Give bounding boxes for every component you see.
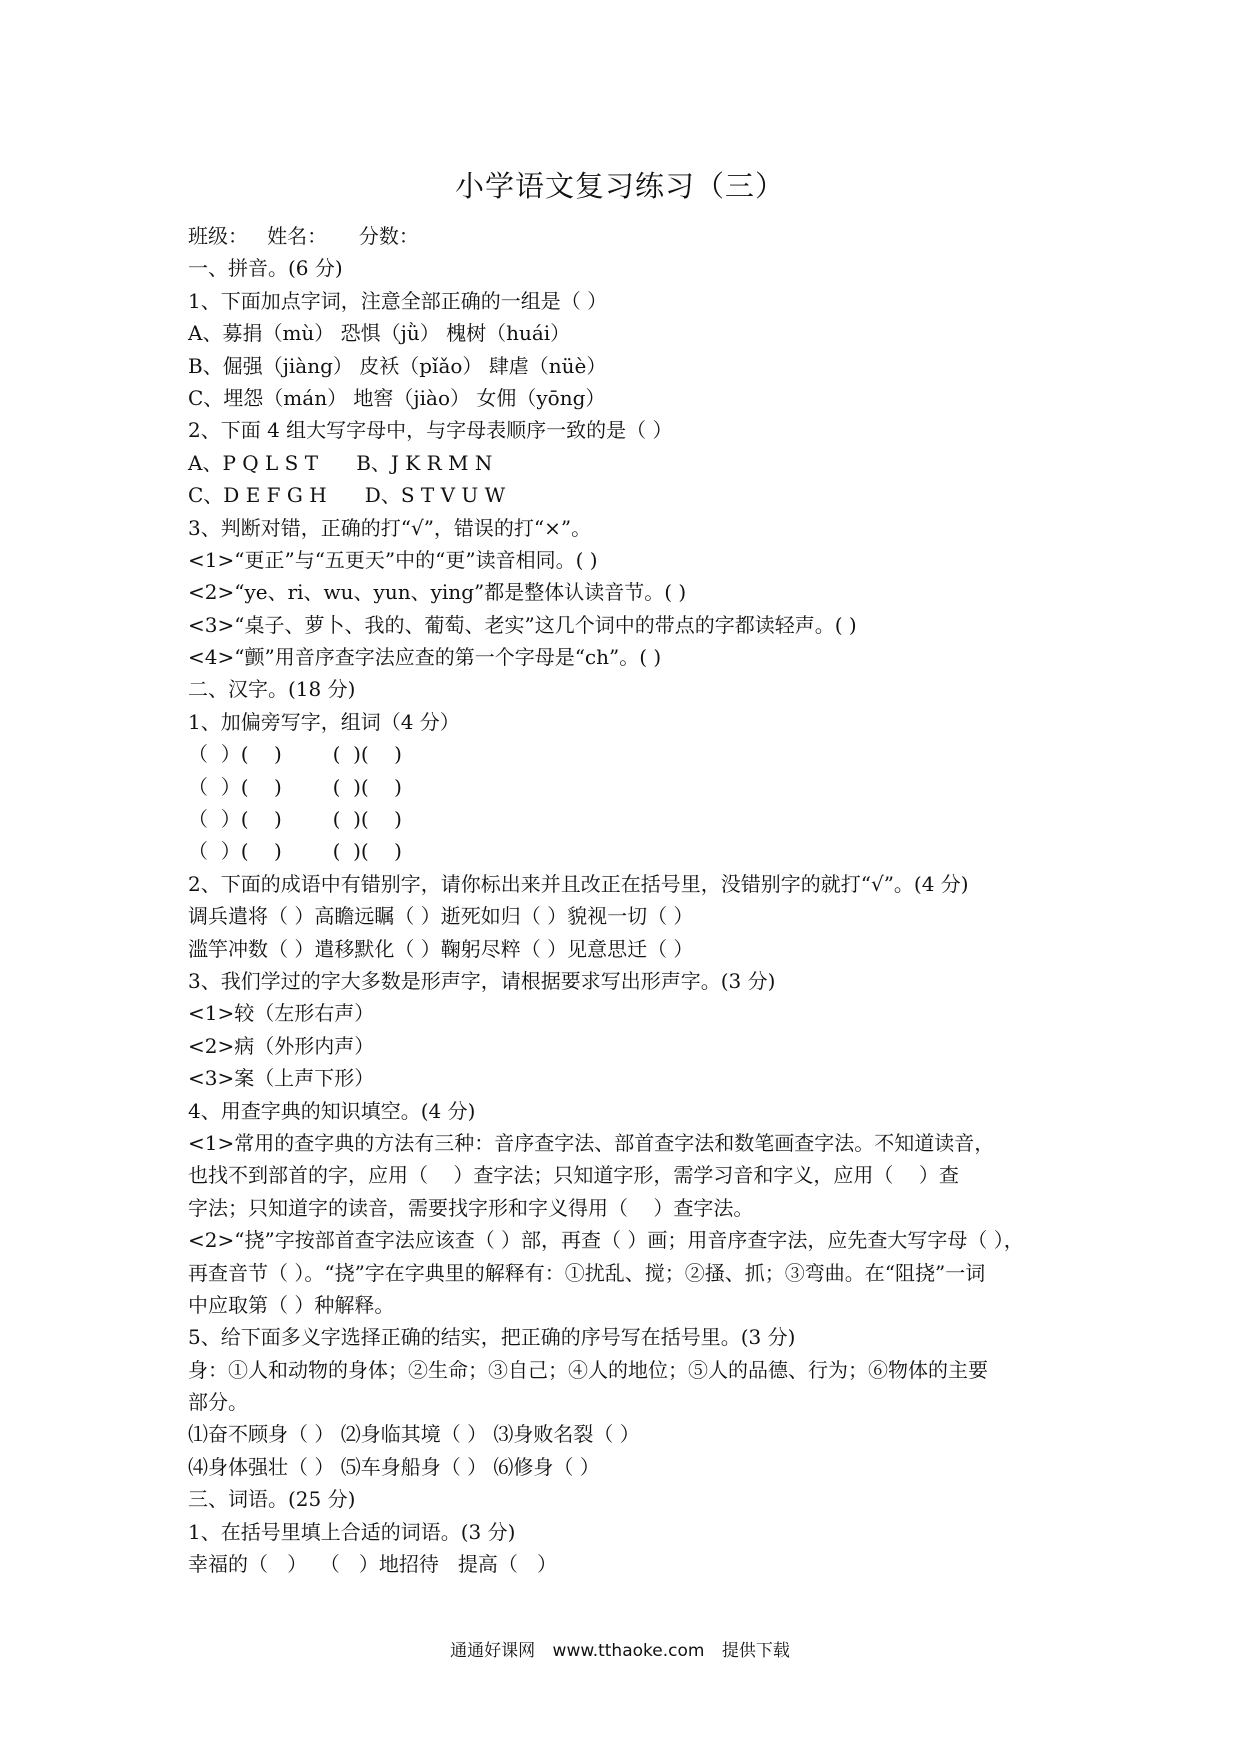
- text-line: 3、判断对错，正确的打“√”，错误的打“×”。: [188, 515, 592, 540]
- text-line: <1>常用的查字典的方法有三种：音序查字法、部首查字法和数笔画查字法。不知道读音，: [188, 1130, 995, 1155]
- text-line: B、倔强（jiàng） 皮袄（pǐǎo） 肆虐（nüè）: [188, 353, 607, 378]
- text-line: 1、在括号里填上合适的词语。(3 分): [188, 1519, 516, 1544]
- text-line: C、D E F G H D、S T V U W: [188, 483, 506, 508]
- text-line: 二、汉字。(18 分): [188, 677, 356, 702]
- text-line: 班级： 姓名： 分数：: [188, 224, 419, 248]
- text-line: <1>较（左形右声）: [188, 1001, 375, 1026]
- text-line: 中应取第（ ）种解释。: [188, 1292, 395, 1317]
- text-line: 三、词语。(25 分): [188, 1487, 356, 1512]
- text-line: <4>“颤”用音序查字法应查的第一个字母是“ch”。( ): [188, 645, 662, 670]
- text-line: ⑴奋不顾身（ ） ⑵身临其境（ ） ⑶身败名裂（ ）: [188, 1422, 640, 1447]
- text-line: <2>“ye、ri、wu、yun、ying”都是整体认读音节。( ): [188, 580, 687, 605]
- text-line: <1>“更正”与“五更天”中的“更”读音相同。( ): [188, 547, 598, 572]
- text-line: 4、用查字典的知识填空。(4 分): [188, 1098, 476, 1123]
- text-line: 部分。: [188, 1390, 248, 1415]
- worksheet-content: [188, 220, 1068, 1580]
- text-line: 一、拼音。(6 分): [188, 256, 343, 281]
- text-line: 滥竽冲数（ ）遣移默化（ ）鞠躬尽粹（ ）见意思迁（ ）: [188, 936, 694, 961]
- text-line: <3>“桌子、萝卜、我的、葡萄、老实”这几个词中的带点的字都读轻声。( ): [188, 612, 857, 637]
- text-line: C、埋怨（mán） 地窖（jiào） 女佣（yōng）: [188, 385, 606, 410]
- text-line: （ ）( ) ( )( ): [188, 807, 402, 832]
- text-line: A、P Q L S T B、J K R M N: [188, 450, 493, 475]
- text-line: ⑷身体强壮（ ） ⑸车身船身（ ） ⑹修身（ ）: [188, 1454, 600, 1479]
- text-line: 身：①人和动物的身体；②生命；③自己；④人的地位；⑤人的品德、行为；⑥物体的主要: [188, 1357, 988, 1382]
- text-line: 2、下面 4 组大写字母中，与字母表顺序一致的是（ ）: [188, 418, 673, 443]
- text-line: 2、下面的成语中有错别字，请你标出来并且改正在括号里，没错别字的就打“√”。(4 分): [188, 871, 969, 896]
- text-line: 1、下面加点字词，注意全部正确的一组是（ ）: [188, 288, 608, 313]
- text-line: 1、加偏旁写字，组词（4 分）: [188, 709, 460, 734]
- text-line: 幸福的（ ） （ ）地招待 提高（ ）: [188, 1552, 558, 1577]
- text-line: <2>“挠”字按部首查字法应该查（ ）部，再查（ ）画；用音序查字法，应先查大写字母（ ），: [188, 1228, 1024, 1253]
- text-line: A、募捐（mù） 恐惧（jǜ） 槐树（huái）: [188, 321, 571, 346]
- text-line: 再查音节（ ）。“挠”字在字典里的解释有：①扰乱、搅；②搔、抓；③弯曲。在“阻挠”一词: [188, 1260, 986, 1285]
- text-line: <3>案（上声下形）: [188, 1066, 375, 1091]
- text-line: （ ）( ) ( )( ): [188, 839, 402, 864]
- text-line: 5、给下面多义字选择正确的结实，把正确的序号写在括号里。(3 分): [188, 1325, 796, 1350]
- page-title: 小学语文复习练习（三）: [454, 169, 785, 203]
- text-line: 也找不到部首的字，应用（ ）查字法；只知道字形，需学习音和字义，应用（ ）查: [188, 1163, 959, 1188]
- page-footer: [0, 1636, 1240, 1661]
- text-line: （ ）( ) ( )( ): [188, 774, 402, 799]
- footer-suffix: 提供下载: [721, 1641, 790, 1661]
- footer-url: www.tthaoke.com: [552, 1641, 705, 1661]
- text-line: 3、我们学过的字大多数是形声字，请根据要求写出形声字。(3 分): [188, 968, 776, 993]
- footer-site-name: 通通好课网: [450, 1641, 536, 1661]
- text-line: 字法；只知道字的读音，需要找字形和字义得用（ ）查字法。: [188, 1195, 754, 1220]
- text-line: （ ）( ) ( )( ): [188, 742, 402, 767]
- text-line: <2>病（外形内声）: [188, 1033, 375, 1058]
- text-line: 调兵遣将（ ）高瞻远瞩（ ）逝死如归（ ）貌视一切（ ）: [188, 904, 694, 929]
